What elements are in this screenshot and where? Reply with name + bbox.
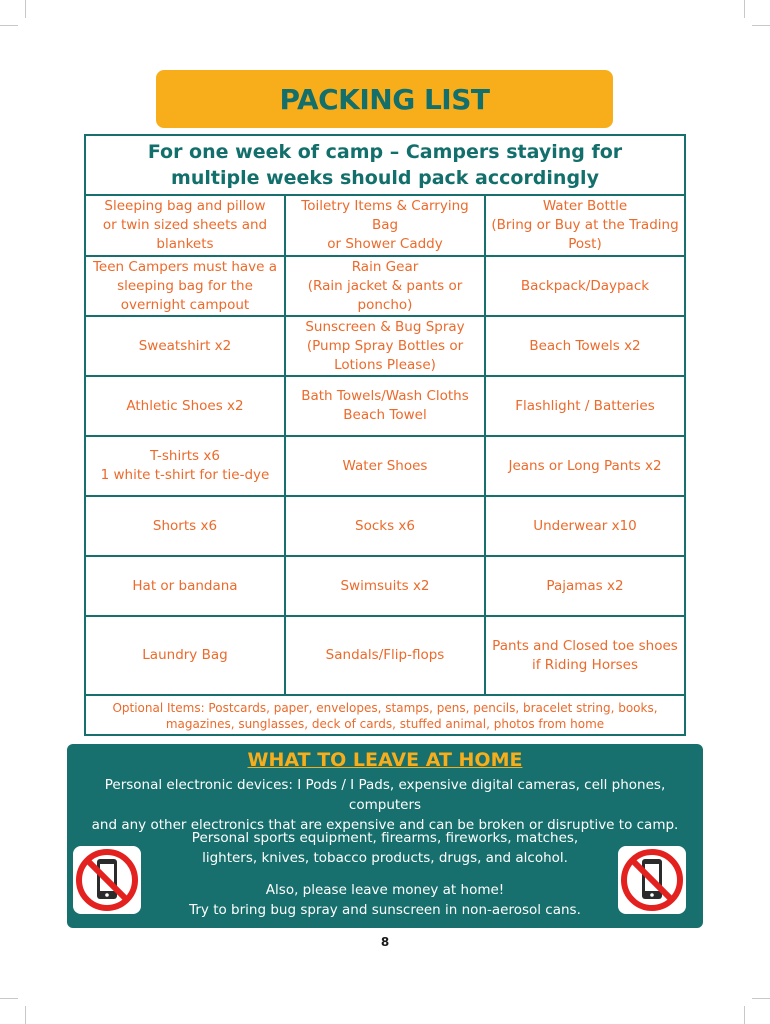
page-title: PACKING LIST (279, 82, 490, 116)
table-row (86, 617, 684, 696)
optional-items: Optional Items: Postcards, paper, envelopes, stamps, pens, pencils, bracelet string, books, magazines, sunglasses, deck of cards, stuffed animal, photos from home (112, 701, 658, 731)
electronics-note: Personal electronic devices: I Pods / I Pads, expensive digital cameras, cell phones, computers and any other electronics that are expensive and can be broken or disruptive to camp. (91, 777, 679, 833)
table-row (86, 257, 684, 317)
table-cell: Toiletry Items & Carrying Bag or Shower Caddy (286, 196, 486, 255)
table-row (86, 317, 684, 377)
table-cell: Backpack/Daypack (520, 277, 650, 294)
table-row (86, 196, 684, 257)
crop-mark (752, 998, 770, 999)
table-cell: Bath Towels/Wash Cloths Beach Towel (286, 377, 486, 435)
page-number: 8 (380, 935, 390, 949)
table-cell: Laundry Bag (86, 617, 286, 694)
table-cell: Sweatshirt x2 (86, 317, 286, 375)
table-cell: Sleeping bag and pillow or twin sized sheets and blankets (86, 196, 286, 255)
table-cell: T-shirts x6 1 white t-shirt for tie-dye (86, 437, 286, 495)
crop-mark (0, 998, 18, 999)
table-cell: Sunscreen & Bug Spray (Pump Spray Bottles or Lotions Please) (286, 317, 486, 375)
table-cell: Teen Campers must have a sleeping bag for the overnight campout (86, 257, 286, 315)
table-heading: For one week of camp – Campers staying for multiple weeks should pack accordingly (86, 136, 684, 196)
crop-mark (0, 25, 18, 26)
table-cell: Pants and Closed toe shoes if Riding Horses (492, 637, 678, 673)
table-cell: Sandals/Flip-flops (286, 617, 486, 694)
table-row (86, 437, 684, 497)
crop-mark (752, 25, 770, 26)
table-cell: Athletic Shoes x2 (86, 377, 286, 435)
table-row (86, 497, 684, 557)
table-cell: Swimsuits x2 (286, 557, 486, 615)
leave-at-home-section (67, 744, 703, 928)
money-note: Also, please leave money at home! Try to bring bug spray and sunscreen in non-aerosol cans. (189, 882, 581, 918)
table-cell: Water Bottle (Bring or Buy at the Trading Post) (491, 198, 679, 252)
table-cell: Hat or bandana (86, 557, 286, 615)
table-cell: Rain Gear (Rain jacket & pants or poncho) (286, 257, 486, 315)
section-title: WHAT TO LEAVE AT HOME (247, 749, 523, 771)
table-cell: Jeans or Long Pants x2 (508, 457, 662, 474)
crop-mark (25, 1006, 26, 1024)
table-cell: Beach Towels x2 (529, 337, 641, 354)
crop-mark (744, 0, 745, 18)
no-phone-icon (73, 846, 141, 914)
table-row (86, 377, 684, 437)
crop-mark (25, 0, 26, 18)
prohibited-items-note: Personal sports equipment, firearms, fireworks, matches, lighters, knives, tobacco products, drugs, and alcohol. (191, 830, 579, 866)
table-cell: Shorts x6 (86, 497, 286, 555)
no-phone-icon (618, 846, 686, 914)
packing-table (84, 134, 686, 736)
table-cell: Underwear x10 (533, 517, 637, 534)
table-row (86, 557, 684, 617)
table-cell: Pajamas x2 (546, 577, 624, 594)
title-banner (156, 70, 613, 128)
crop-mark (744, 1006, 745, 1024)
table-cell: Flashlight / Batteries (515, 397, 655, 414)
table-cell: Water Shoes (286, 437, 486, 495)
table-cell: Socks x6 (286, 497, 486, 555)
